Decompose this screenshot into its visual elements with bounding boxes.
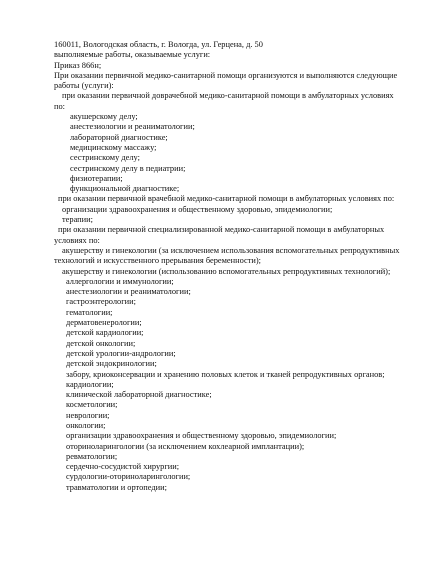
- list-item: косметологии;: [66, 400, 118, 410]
- list-item: сердечно-сосудистой хирургии;: [66, 462, 180, 472]
- list-item: функциональной диагностике;: [70, 184, 180, 194]
- section-heading-cont: условиях по:: [54, 235, 100, 245]
- list-item: гастроэнтерологии;: [66, 297, 136, 307]
- list-item: медицинскому массажу;: [70, 142, 157, 152]
- list-item: физиотерапии;: [70, 173, 123, 183]
- list-item: детской урологии-андрологии;: [66, 348, 176, 358]
- works-heading: выполняемые работы, оказываемые услуги:: [54, 50, 211, 60]
- list-item: клинической лабораторной диагностике;: [66, 390, 212, 400]
- list-item: организации здравоохранения и общественному здоровью, эпидемиологии;: [66, 431, 337, 441]
- list-item: анестезиологии и реаниматологии;: [70, 122, 195, 132]
- list-item: дерматовенерологии;: [66, 318, 142, 328]
- list-item: анестезиологии и реаниматологии;: [66, 287, 191, 297]
- list-item: гематологии;: [66, 307, 113, 317]
- section-heading-primary-prephysician: при оказании первичной доврачебной медико-санитарной помощи в амбулаторных условиях: [62, 91, 394, 101]
- list-item: ревматологии;: [66, 451, 118, 461]
- document-page: [54, 40, 414, 493]
- address-line: 160011, Вологодская область, г. Вологда, ул. Герцена, д. 50: [54, 40, 263, 49]
- list-item: онкологии;: [66, 420, 106, 430]
- list-item: сестринскому делу;: [70, 153, 140, 163]
- list-item: неврологии;: [66, 410, 110, 420]
- list-item: аллергологии и иммунологии;: [66, 276, 174, 286]
- list-item: акушерству и гинекологии (использованию вспомогательных репродуктивных технологий);: [62, 266, 391, 276]
- intro-text-cont: работы (услуги):: [54, 81, 114, 91]
- list-item: травматологии и ортопедии;: [66, 482, 167, 492]
- list-item: сурдологии-оториноларингологии;: [66, 472, 191, 482]
- list-item: кардиологии;: [66, 379, 114, 389]
- list-item: сестринскому делу в педиатрии;: [70, 163, 186, 173]
- list-item: акушерскому делу;: [70, 112, 138, 122]
- list-item: детской эндокринологии;: [66, 359, 157, 369]
- list-item: лабораторной диагностике;: [70, 132, 168, 142]
- list-item: забору, криоконсервации и хранению половых клеток и тканей репродуктивных органов;: [66, 369, 385, 379]
- section-heading-cont: по:: [54, 101, 65, 111]
- list-item: оториноларингологии (за исключением кохлеарной имплантации);: [66, 441, 305, 451]
- order-reference: Приказ 866н;: [54, 60, 102, 70]
- list-item: организации здравоохранения и общественному здоровью, эпидемиологии;: [62, 204, 333, 214]
- list-item: акушерству и гинекологии (за исключением использования вспомогательных репродуктивных: [62, 245, 400, 255]
- list-item-cont: технологий и искусственного прерывания беременности);: [54, 256, 261, 266]
- section-heading-specialized: при оказании первичной специализированной медико-санитарной помощи в амбулаторных: [58, 225, 385, 235]
- section-heading-primary-physician: при оказании первичной врачебной медико-санитарной помощи в амбулаторных условиях по:: [58, 194, 395, 204]
- list-item: детской кардиологии;: [66, 328, 144, 338]
- list-item: детской онкологии;: [66, 338, 136, 348]
- list-item: терапии;: [62, 215, 93, 225]
- intro-text: При оказании первичной медико-санитарной помощи организуются и выполняются следующие: [54, 70, 398, 80]
